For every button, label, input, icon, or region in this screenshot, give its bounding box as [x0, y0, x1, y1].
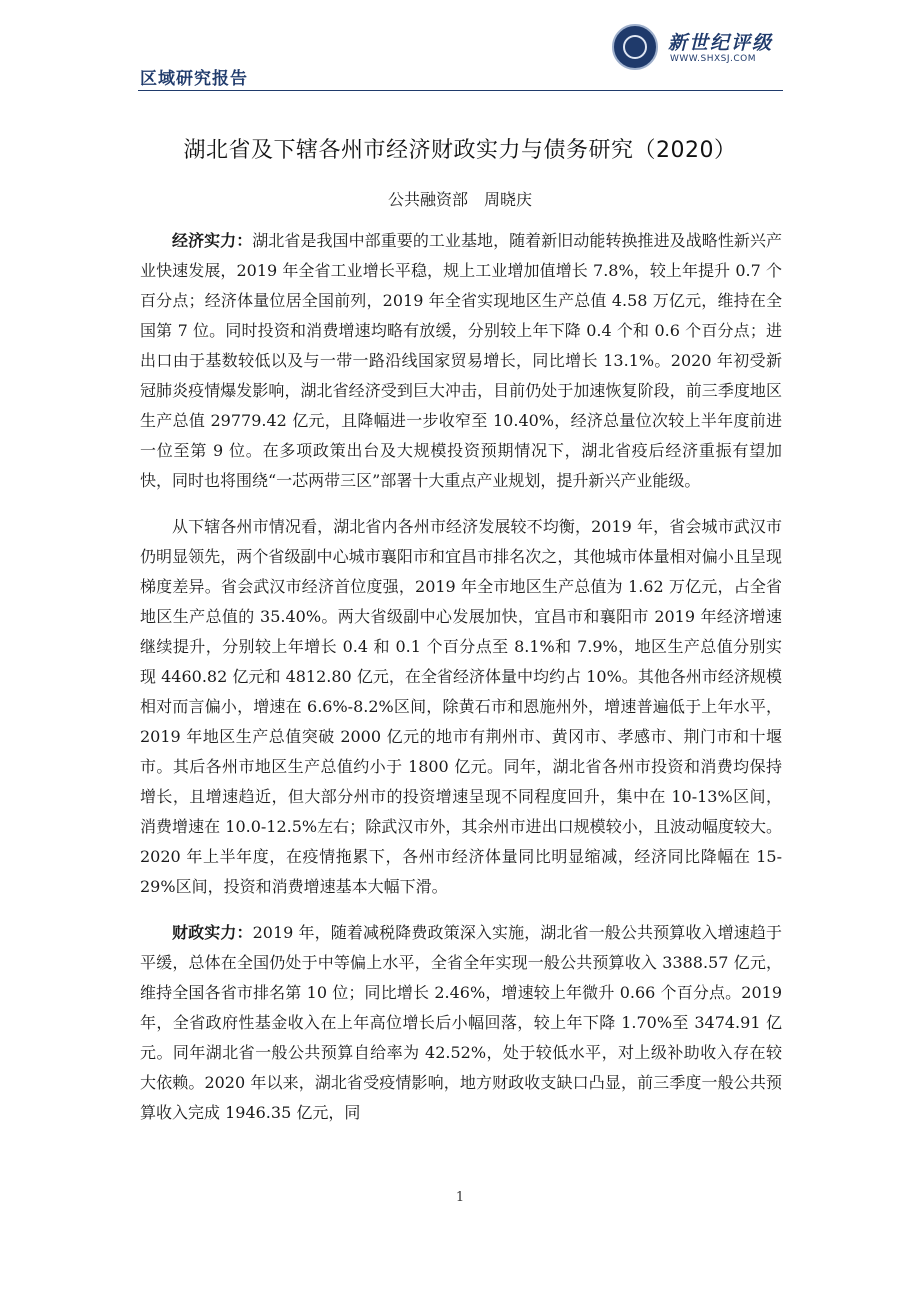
company-logo — [612, 24, 782, 74]
document-title: 湖北省及下辖各州市经济财政实力与债务研究（2020） — [183, 138, 737, 163]
document-author: 公共融资部 周晓庆 — [387, 190, 532, 209]
paragraph-prefecture-overview — [140, 512, 782, 902]
page-number: 1 — [455, 1190, 465, 1205]
report-section-label: 区域研究报告 — [140, 69, 248, 89]
paragraph-text: 从下辖各州市情况看，湖北省内各州市经济发展较不均衡，2019 年，省会城市武汉市仍明显领先，两个省级副中心城市襄阳市和宜昌市排名次之，其他城市体量相对偏小且呈现梯度差异。省会武汉市经济首位度强，2019 年全市地区生产总值为 1.62 万亿元，占全省地区生产总值的 35.40%。两大省级副中心发展加快，宜昌市和襄阳市 2019 年经济增速继续提升，分别较上年增长 0.4 和 0.1 个百分点至 8.1%和 7.9%，地区生产总值分别实现 4460.82 亿元和 4812.80 亿元，在全省经济体量中均约占 10%。其他各州市经济规模相对而言偏小，增速在 6.6%-8.2%区间，除黄石市和恩施州外，增速普遍低于上年水平，2019 年地区生产总值突破 2000 亿元的地市有荆州市、黄冈市、孝感市、荆门市和十堰市。其后各州市地区生产总值约小于 1800 亿元。同年，湖北省各州市投资和消费均保持增长，且增速趋近，但大部分州市的投资增速呈现不同程度回升，集中在 10-13%区间，消费增速在 10.0-12.5%左右；除武汉市外，其余州市进出口规模较小，且波动幅度较大。2020 年上半年度，在疫情拖累下，各州市经济体量同比明显缩减，经济同比降幅在 15-29%区间，投资和消费增速基本大幅下滑。 — [140, 517, 782, 896]
paragraph-text: 湖北省是我国中部重要的工业基地，随着新旧动能转换推进及战略性新兴产业快速发展，2019 年全省工业增长平稳，规上工业增加值增长 7.8%，较上年提升 0.7 个百分点；经济体量位居全国前列，2019 年全省实现地区生产总值 4.58 万亿元，维持在全国第 7 位。同时投资和消费增速均略有放缓，分别较上年下降 0.4 个和 0.6 个百分点；进出口由于基数较低以及与一带一路沿线国家贸易增长，同比增长 13.1%。2020 年初受新冠肺炎疫情爆发影响，湖北省经济受到巨大冲击，目前仍处于加速恢复阶段，前三季度地区生产总值 29779.42 亿元，且降幅进一步收窄至 10.40%，经济总量位次较上半年度前进一位至第 9 位。在多项政策出台及大规模投资预期情况下，湖北省疫后经济重振有望加快，同时也将围绕“一芯两带三区”部署十大重点产业规划，提升新兴产业能级。 — [140, 231, 782, 490]
document-body — [140, 226, 782, 1144]
paragraph-fiscal-strength — [140, 918, 782, 1128]
logo-seal-icon — [612, 24, 658, 70]
paragraph-lead: 财政实力： — [172, 923, 253, 942]
logo-url: WWW.SHXSJ.COM — [670, 54, 757, 64]
paragraph-text: 2019 年，随着减税降费政策深入实施，湖北省一般公共预算收入增速趋于平缓，总体在全国仍处于中等偏上水平，全省全年实现一般公共预算收入 3388.57 亿元，维持全国各省市排名第 10 位；同比增长 2.46%，增速较上年微升 0.66 个百分点。2019 年，全省政府性基金收入在上年高位增长后小幅回落，较上年下降 1.70%至 3474.91 亿元。同年湖北省一般公共预算自给率为 42.52%，处于较低水平，对上级补助收入存在较大依赖。2020 年以来，湖北省受疫情影响，地方财政收支缺口凸显，前三季度一般公共预算收入完成 1946.35 亿元，同 — [140, 923, 782, 1122]
paragraph-economic-strength — [140, 226, 782, 496]
paragraph-lead: 经济实力： — [172, 231, 253, 250]
logo-name: 新世纪评级 — [668, 32, 774, 54]
header-divider — [138, 90, 783, 91]
